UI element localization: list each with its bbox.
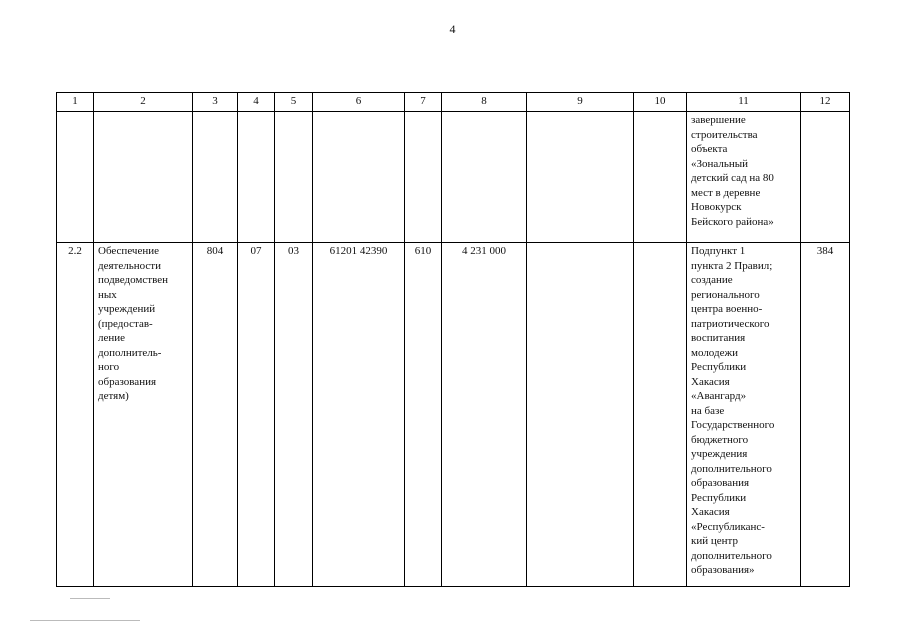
- text-line: пункта 2 Правил;: [691, 259, 773, 272]
- text-line: строительства: [691, 128, 758, 141]
- text-line: учреждения: [691, 448, 748, 460]
- text-line: бюджетного: [691, 433, 749, 446]
- target-article-code: 61201 42390: [313, 243, 405, 587]
- text-line: ных: [98, 288, 117, 301]
- text-line: образования: [691, 477, 750, 489]
- table-row-continuation: [57, 112, 850, 243]
- column-header: 2: [94, 93, 193, 112]
- scan-artifact: [70, 598, 110, 599]
- text-line: регионального: [691, 288, 760, 301]
- text-line: детям): [98, 390, 129, 402]
- column-header: 5: [275, 93, 313, 112]
- text-line: детский сад на 80: [691, 172, 774, 184]
- subsection-code: 03: [275, 243, 313, 587]
- text-line: дополнительного: [691, 549, 772, 562]
- table-cell: [442, 112, 527, 243]
- text-line: образования»: [691, 564, 755, 576]
- text-line: на базе: [691, 404, 725, 417]
- text-line: «Авангард»: [691, 390, 747, 402]
- text-line: Республики: [691, 491, 747, 504]
- column-header: 10: [634, 93, 687, 112]
- column-header: 3: [193, 93, 238, 112]
- text-line: мест в деревне: [691, 186, 761, 199]
- row-number: 2.2: [57, 243, 94, 587]
- table-cell: [238, 112, 275, 243]
- table-cell: [193, 112, 238, 243]
- text-line: (предостав-: [98, 317, 153, 330]
- column-header: 12: [801, 93, 850, 112]
- column-header: 4: [238, 93, 275, 112]
- amount-cell: 4 231 000: [442, 243, 527, 587]
- table-cell: [527, 243, 634, 587]
- purpose-cell: [687, 112, 801, 243]
- text-line: дополнитель-: [98, 346, 162, 359]
- column-header: 11: [687, 93, 801, 112]
- text-line: Обеспечение: [98, 245, 159, 257]
- row-name-cell: [94, 243, 193, 587]
- text-line: создание: [691, 274, 733, 286]
- text-line: Хакасия: [691, 506, 730, 518]
- text-line: воспитания: [691, 332, 746, 344]
- text-line: подведомствен: [98, 274, 168, 286]
- text-line: кий центр: [691, 535, 738, 547]
- expense-type-code: 610: [405, 243, 442, 587]
- column-header: 1: [57, 93, 94, 112]
- text-line: Республики: [691, 361, 747, 373]
- text-line: Государственного: [691, 419, 775, 431]
- text-line: учреждений: [98, 303, 156, 315]
- text-line: центра военно-: [691, 303, 763, 315]
- text-line: ление: [98, 332, 126, 344]
- column-header: 9: [527, 93, 634, 112]
- table-header-row: [57, 93, 850, 112]
- table-cell: [527, 112, 634, 243]
- section-code: 07: [238, 243, 275, 587]
- text-line: молодежи: [691, 346, 738, 359]
- row-value-cell: 384: [801, 243, 850, 587]
- table-row-2-2: [57, 243, 850, 587]
- text-line: дополнительного: [691, 462, 772, 475]
- scan-artifact: [30, 620, 140, 621]
- purpose-cell: [687, 243, 801, 587]
- text-line: Подпункт 1: [691, 245, 746, 257]
- text-line: объекта: [691, 143, 728, 155]
- text-line: образования: [98, 375, 157, 388]
- text-line: деятельности: [98, 259, 161, 272]
- table-cell: [275, 112, 313, 243]
- table-cell: [313, 112, 405, 243]
- text-line: «Республиканс-: [691, 520, 765, 533]
- page-number: 4: [449, 22, 456, 36]
- column-header: 6: [313, 93, 405, 112]
- table-cell: [57, 112, 94, 243]
- table-cell: [405, 112, 442, 243]
- budget-table: [56, 92, 850, 587]
- text-line: завершение: [691, 114, 746, 126]
- text-line: ного: [98, 361, 120, 373]
- text-line: патриотического: [691, 317, 770, 330]
- text-line: Новокурск: [691, 201, 742, 213]
- table-cell: [634, 243, 687, 587]
- column-header: 7: [405, 93, 442, 112]
- department-code: 804: [193, 243, 238, 587]
- text-line: «Зональный: [691, 157, 749, 170]
- text-line: Хакасия: [691, 375, 730, 388]
- table-cell: [634, 112, 687, 243]
- column-header: 8: [442, 93, 527, 112]
- table-cell: [94, 112, 193, 243]
- text-line: Бейского района»: [691, 215, 774, 228]
- table-cell: [801, 112, 850, 243]
